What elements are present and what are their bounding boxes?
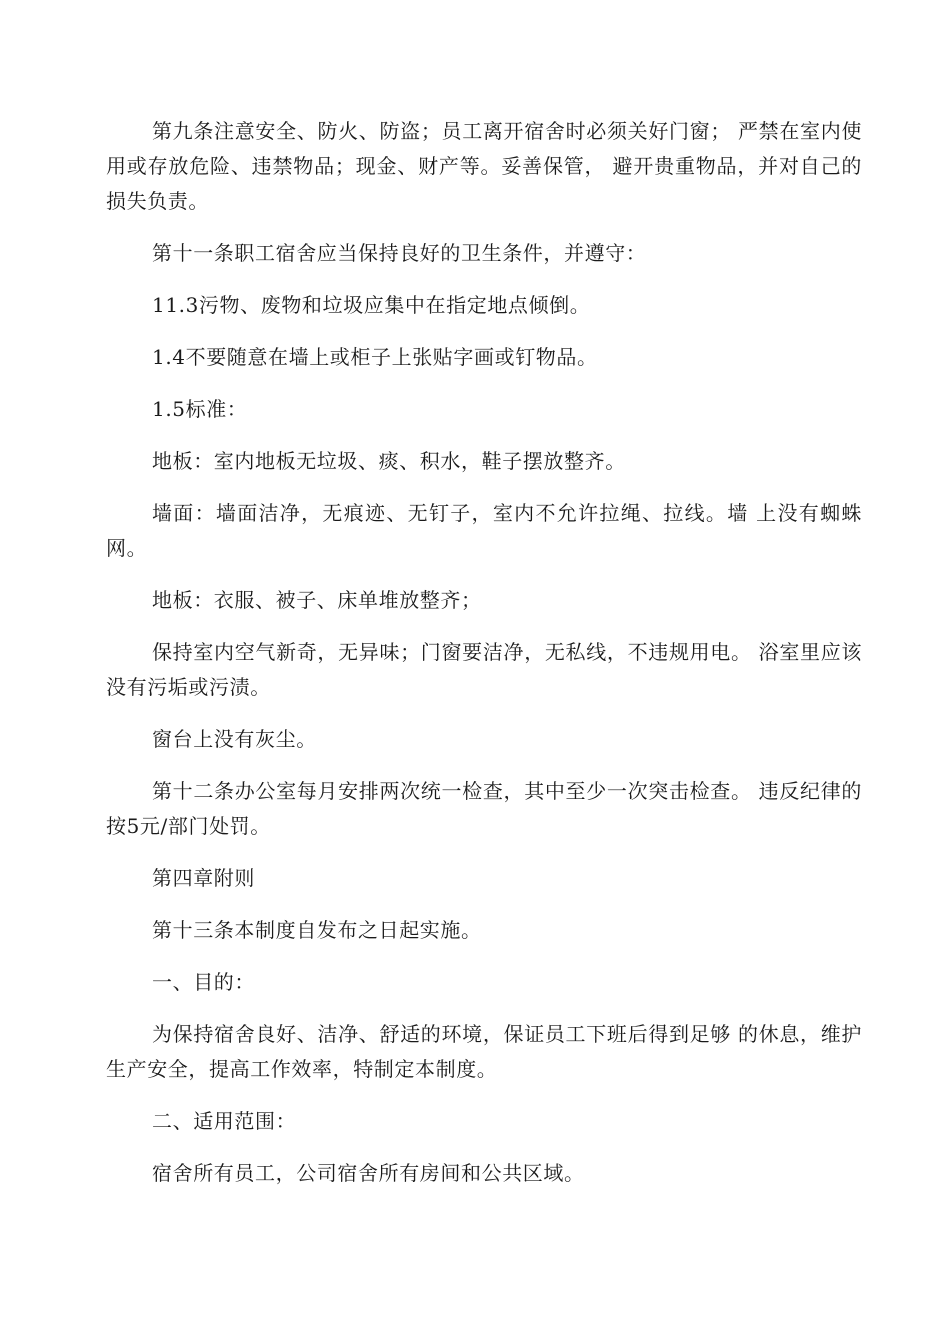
paragraph-article-12: 第十二条办公室每月安排两次统一检查，其中至少一次突击检查。 违反纪律的按5元/部门处罚。: [106, 779, 862, 838]
section-heading-scope: 二、适用范围：: [152, 1109, 297, 1133]
paragraph-article-9: 第九条注意安全、防火、防盗；员工离开宿舍时必须关好门窗； 严禁在室内使用或存放危险、违禁物品；现金、财产等。妥善保管， 避开贵重物品，并对自己的损失负责。: [106, 119, 862, 213]
paragraph-windowsill-standard: 窗台上没有灰尘。: [152, 727, 317, 751]
paragraph-scope: 宿舍所有员工，公司宿舍所有房间和公共区域。: [152, 1161, 585, 1185]
chapter-heading: 第四章附则: [152, 866, 255, 890]
paragraph-article-13: 第十三条本制度自发布之日起实施。: [152, 918, 482, 942]
section-heading-purpose: 一、目的：: [152, 970, 255, 994]
paragraph-floor-standard: 地板：室内地板无垃圾、痰、积水，鞋子摆放整齐。: [152, 449, 626, 473]
paragraph-air-standard: 保持室内空气新奇，无异味；门窗要洁净，无私线，不违规用电。 浴室里应该没有污垢或污渍。: [106, 640, 862, 699]
paragraph-item-1-5: 1.5标准：: [152, 397, 248, 421]
paragraph-purpose: 为保持宿舍良好、洁净、舒适的环境，保证员工下班后得到足够 的休息，维护生产安全，提高工作效率，特制定本制度。: [106, 1022, 862, 1081]
paragraph-item-11-3: 11.3污物、废物和垃圾应集中在指定地点倾倒。: [152, 293, 591, 317]
paragraph-item-1-4: 1.4不要随意在墙上或柜子上张贴字画或钉物品。: [152, 345, 598, 369]
paragraph-bedding-standard: 地板：衣服、被子、床单堆放整齐；: [152, 588, 482, 612]
paragraph-wall-standard: 墙面：墙面洁净，无痕迹、无钉子，室内不允许拉绳、拉线。墙 上没有蜘蛛网。: [106, 501, 862, 560]
paragraph-article-11: 第十一条职工宿舍应当保持良好的卫生条件，并遵守：: [152, 241, 647, 265]
